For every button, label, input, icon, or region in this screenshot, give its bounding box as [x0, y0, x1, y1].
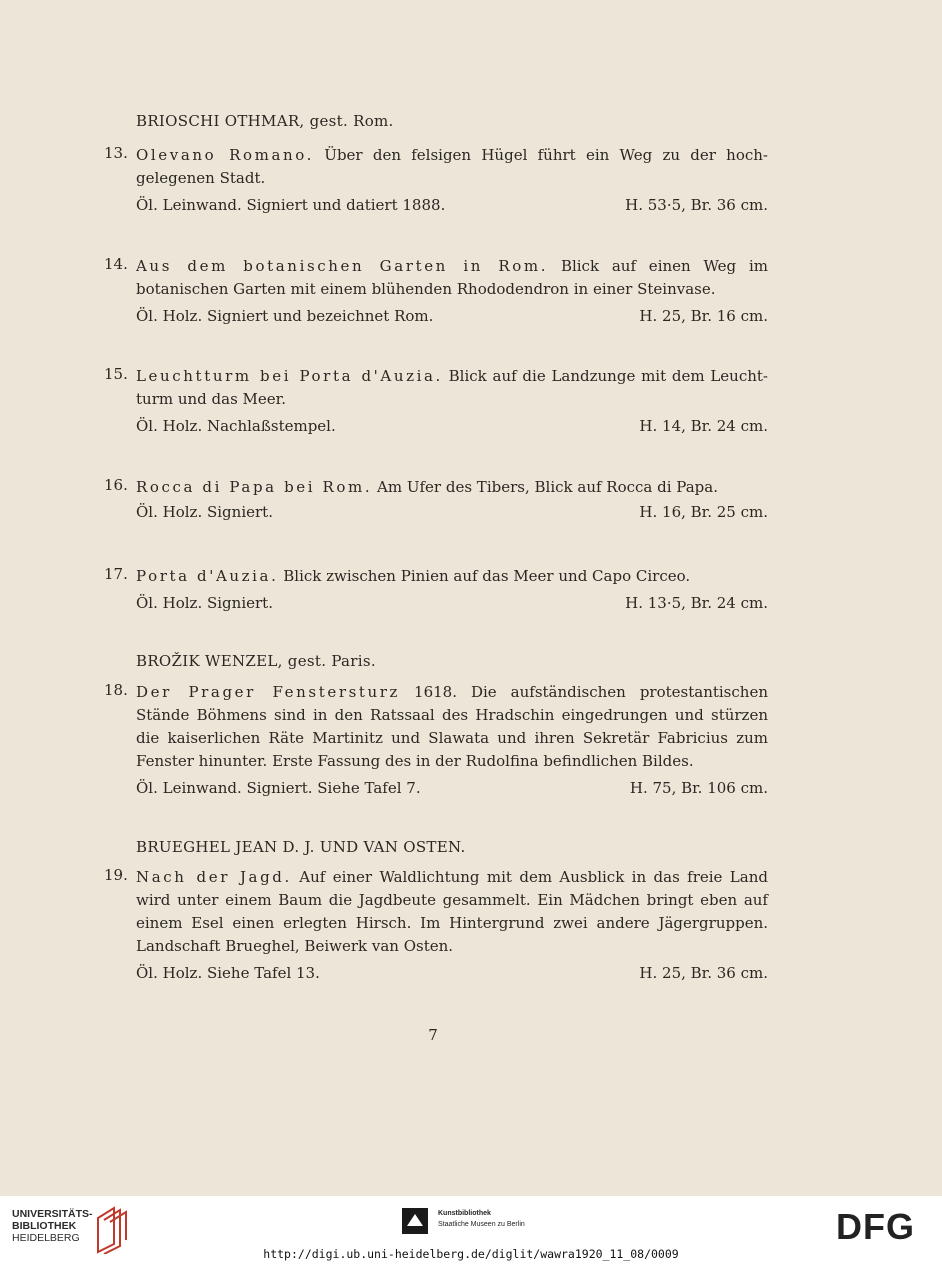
entry-size: H. 13·5, Br. 24 cm.: [625, 594, 768, 612]
kb-subtitle: Staatliche Museen zu Berlin: [438, 1221, 525, 1228]
entry-details: [136, 503, 768, 525]
entry-title: Leuchtturm bei Porta d'Auzia.: [136, 367, 443, 385]
kb-name: Kunstbibliothek: [438, 1210, 491, 1217]
entry-text: [136, 476, 768, 499]
entry-medium: Öl. Holz. Siehe Tafel 13.: [136, 964, 320, 982]
entry-size: H. 16, Br. 25 cm.: [639, 503, 768, 521]
entry-details: [136, 196, 768, 218]
entry-description: Blick auf einen Weg im botanischen Garten mit einem blühenden Rhododendron in einer Steinvase.: [136, 257, 768, 298]
catalog-entry: [100, 255, 780, 329]
entry-medium: Öl. Holz. Signiert.: [136, 503, 273, 521]
entry-text: [136, 144, 768, 190]
catalog-entry: [100, 866, 780, 986]
entry-description: Auf einer Waldlichtung mit dem Ausblick in das freie Land wird unter einem Baum die Jagdbeute gesammelt. Ein Mädchen bringt eben auf einem Esel einen erlegten Hirsch. Im Hintergrund zwei andere Jägergruppen. Landschaft Brueghel, Beiwerk van Osten.: [136, 868, 768, 955]
catalog-entry: [100, 144, 780, 218]
entry-description: Über den felsigen Hügel führt ein Weg zu der hoch-gelegenen Stadt.: [136, 146, 768, 187]
entry-title: Der Prager Fenstersturz: [136, 683, 401, 701]
entry-title: Rocca di Papa bei Rom.: [136, 478, 373, 496]
entry-medium: Öl. Holz. Signiert und bezeichnet Rom.: [136, 307, 434, 325]
artist-heading: BROŽIK WENZEL, gest. Paris.: [136, 652, 376, 670]
entry-number: 14.: [104, 255, 128, 273]
entry-description: Blick auf die Landzunge mit dem Leucht-turm und das Meer.: [136, 367, 768, 408]
kunstbibliothek-label[interactable]: [438, 1208, 525, 1230]
entry-description: Blick zwischen Pinien auf das Meer und Capo Circeo.: [283, 567, 691, 585]
entry-title: Nach der Jagd.: [136, 868, 292, 886]
entry-text: [136, 365, 768, 411]
entry-number: 15.: [104, 365, 128, 383]
entry-number: 16.: [104, 476, 128, 494]
catalog-entry: [100, 365, 780, 439]
entry-text: [136, 255, 768, 301]
entry-title: Porta d'Auzia.: [136, 567, 279, 585]
catalog-entry: [100, 476, 780, 525]
dfg-logo[interactable]: DFG: [836, 1206, 915, 1247]
entry-size: H. 53·5, Br. 36 cm.: [625, 196, 768, 214]
uni-logo-line: BIBLIOTHEK: [12, 1220, 77, 1232]
entry-size: H. 25, Br. 36 cm.: [639, 964, 768, 982]
artist-heading: BRIOSCHI OTHMAR, gest. Rom.: [136, 112, 394, 130]
uni-logo-line: HEIDELBERG: [12, 1232, 80, 1244]
kunstbibliothek-logo-icon: [402, 1208, 428, 1234]
entry-medium: Öl. Holz. Signiert.: [136, 594, 273, 612]
footer-bar: [0, 1196, 942, 1264]
entry-details: [136, 779, 768, 801]
entry-size: H. 25, Br. 16 cm.: [639, 307, 768, 325]
artist-heading: BRUEGHEL JEAN D. J. UND VAN OSTEN.: [136, 838, 466, 856]
entry-description: 1618. Die aufständischen protestantischen Stände Böhmens sind in den Ratssaal des Hradschin eingedrungen und stürzen die kaiserlichen Räte Martinitz und Slawata und ihren Sekretär Fabricius zum Fenster hinunter. Erste Fassung des in der Rudolfina befindlichen Bildes.: [136, 683, 768, 770]
entry-text: [136, 681, 768, 773]
entry-text: [136, 565, 768, 588]
entry-size: H. 14, Br. 24 cm.: [639, 417, 768, 435]
entry-text: [136, 866, 768, 958]
entry-details: [136, 964, 768, 986]
page-number: 7: [428, 1026, 438, 1044]
entry-medium: Öl. Leinwand. Signiert und datiert 1888.: [136, 196, 446, 214]
university-library-logo[interactable]: [12, 1208, 93, 1244]
uni-logo-line: UNIVERSITÄTS-: [12, 1208, 93, 1220]
entry-description: Am Ufer des Tibers, Blick auf Rocca di Papa.: [377, 478, 718, 496]
entry-details: [136, 594, 768, 616]
entry-details: [136, 307, 768, 329]
entry-number: 17.: [104, 565, 128, 583]
entry-medium: Öl. Leinwand. Signiert. Siehe Tafel 7.: [136, 779, 421, 797]
entry-medium: Öl. Holz. Nachlaßstempel.: [136, 417, 336, 435]
entry-number: 13.: [104, 144, 128, 162]
catalog-entry: [100, 681, 780, 801]
entry-title: Aus dem botanischen Garten in Rom.: [136, 257, 549, 275]
entry-number: 18.: [104, 681, 128, 699]
entry-number: 19.: [104, 866, 128, 884]
entry-details: [136, 417, 768, 439]
entry-title: Olevano Romano.: [136, 146, 315, 164]
document-url[interactable]: http://digi.ub.uni-heidelberg.de/diglit/wawra1920_11_08/0009: [263, 1247, 679, 1261]
entry-size: H. 75, Br. 106 cm.: [629, 779, 768, 797]
catalog-entry: [100, 565, 780, 616]
